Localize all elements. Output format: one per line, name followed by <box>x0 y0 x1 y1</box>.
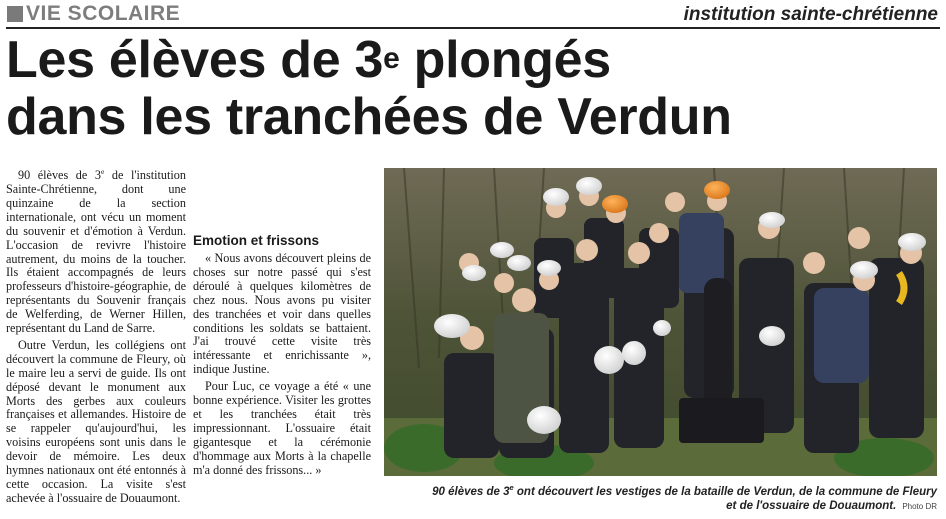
top-rule <box>6 27 940 29</box>
article-column-1 <box>6 165 186 506</box>
rubric <box>7 4 180 24</box>
caption-text: 90 élèves de 3 <box>432 485 510 498</box>
headline <box>6 32 936 146</box>
photo-credit: Photo DR <box>902 501 937 511</box>
headline-sup: e <box>383 42 400 75</box>
headline-line2: dans les tranchées de Verdun <box>6 88 732 146</box>
caption-text: et de l'ossuaire de Douaumont. <box>726 499 897 512</box>
caption-sup: e <box>509 483 514 492</box>
headline-part: plongés <box>399 31 611 89</box>
caption-text: ont découvert les vestiges de la bataille de Verdun, de la commune de Fleury <box>513 485 937 498</box>
photo-caption <box>384 481 937 514</box>
rubric-square <box>7 6 23 22</box>
article-paragraph: « Nous avons découvert pleins de choses sur notre passé qui s'est déroulé à quelques kilomètres de chez nous. Nous avons pu visiter des tranchées et voir dans quelles conditions les soldats se battaient. J'ai trouvé cette visite très intéressante et enrichissante », indique Justine. <box>193 251 371 377</box>
group-photo <box>384 168 937 476</box>
text: 90 élèves de 3 <box>18 168 101 183</box>
headline-part: Les élèves de 3 <box>6 31 384 89</box>
article-paragraph: Pour Luc, ce voyage a été « une bonne expérience. Visiter les grottes et les tranchées était très impressionnant. L'ossuaire était gigantesque et la cérémonie d'hommage aux Morts à la chapelle m'a donné des frissons... » <box>193 379 371 477</box>
section-name: institution sainte-chrétienne <box>683 4 938 25</box>
article-paragraph: Outre Verdun, les collégiens ont découvert la commune de Fleury, où le maire leu a servi de guide. Ils ont déposé devant le monument aux Morts des gerbes aux couleurs françaises et allemandes. Histoire de se rappeler qu'aujourd'hui, les voisins européens sont unis dans le devoir de mémoire. Les deux hymnes nationaux ont été entonnés à cette occasion. La visite s'est achevée à l'ossuaire de Douaumont. <box>6 338 186 505</box>
photo-illustration <box>384 168 937 476</box>
article-column-2 <box>193 165 371 478</box>
text: de l'institution Sainte-Chrétienne, dont une quinzaine de la section internationale, ont vécu un moment du souvenir et d'émotion à Verdun. L'occasion de revivre l'histoire autrement, du moins de la toucher. Ils étaient accompagnés de leurs professeurs d'histoire-géographie, de représentants du Souvenir français de Welferding, de Werner Hillen, représentant du Land de Sarre. <box>6 168 186 336</box>
rubric-label: VIE SCOLAIRE <box>26 2 181 25</box>
article-subhead: Emotion et frissons <box>193 233 320 248</box>
text-sup: e <box>100 167 105 176</box>
article-paragraph <box>6 165 186 336</box>
